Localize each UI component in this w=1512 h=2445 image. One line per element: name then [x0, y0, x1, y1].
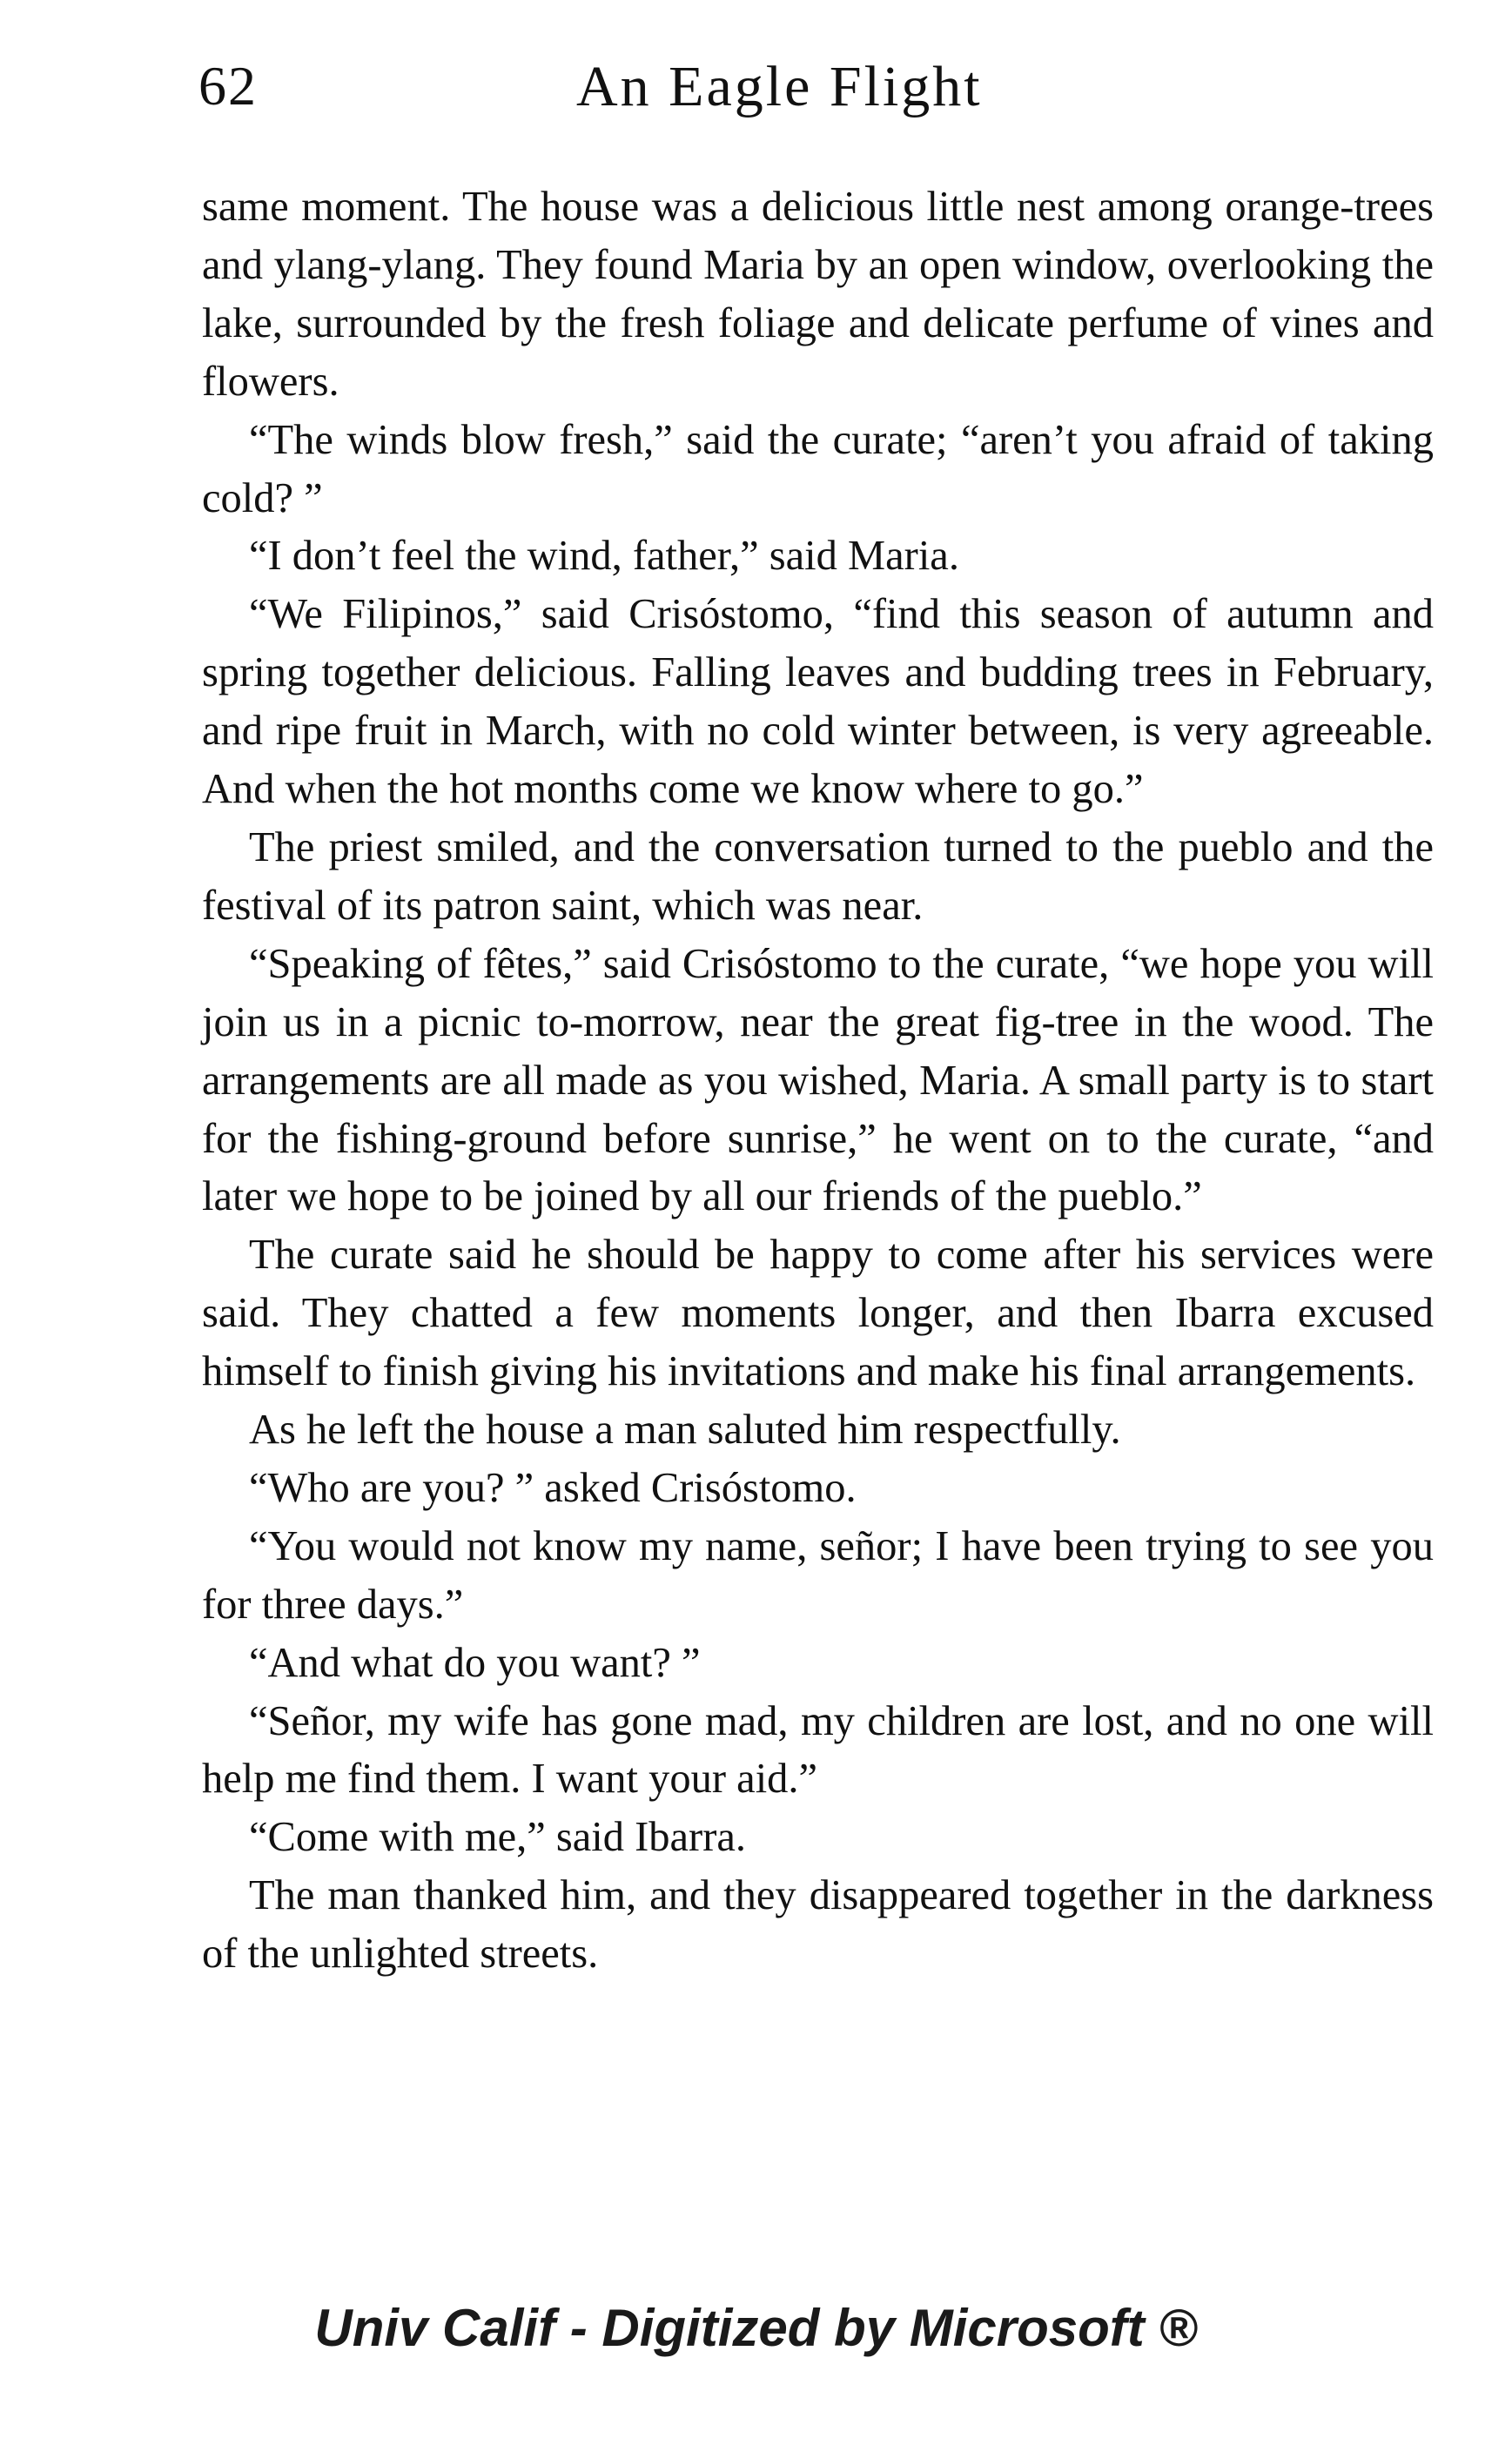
paragraph: “Who are you? ” asked Crisóstomo.	[249, 1464, 857, 1511]
paragraph: “Come with me,” said Ibarra.	[249, 1814, 747, 1861]
paragraph: same moment. The house was a delicious little nest among orange-trees and ylang-ylang. They found Maria by an open window, overlooking the lake, surrounded by the fresh foliage and delicate perfume of vines and flowers.	[202, 184, 1434, 405]
paragraph: The priest smiled, and the conversation turned to the pueblo and the festival of its patron saint, which was near.	[202, 823, 1434, 929]
paragraph: “The winds blow fresh,” said the curate; “aren’t you afraid of taking cold? ”	[202, 416, 1434, 521]
digitization-watermark: Univ Calif - Digitized by Microsoft ®	[314, 2299, 1198, 2357]
paragraph: “You would not know my name, señor; I have been trying to see you for three days.”	[202, 1522, 1434, 1628]
paragraph: The curate said he should be happy to come after his services were said. They chatted a few moments longer, and then Ibarra excused himself to finish giving his invitations and make his final arrangements.	[202, 1232, 1434, 1395]
paragraph: “We Filipinos,” said Crisóstomo, “find this season of autumn and spring together delicious. Falling leaves and budding trees in February, and ripe fruit in March, with no cold winter between, is very agreeable. And when the hot months come we know where to go.”	[202, 591, 1434, 813]
paragraph: “And what do you want? ”	[249, 1639, 701, 1686]
page-number: 62	[198, 55, 258, 117]
running-head: An Eagle Flight	[576, 55, 983, 118]
paragraph: The man thanked him, and they disappeared together in the darkness of the unlighted streets.	[202, 1872, 1434, 1978]
paragraph: As he left the house a man saluted him respectfully.	[249, 1407, 1121, 1454]
paragraph: “Señor, my wife has gone mad, my children are lost, and no one will help me find them. I want your aid.”	[202, 1697, 1434, 1803]
paragraph: “I don’t feel the wind, father,” said Maria.	[249, 533, 959, 580]
paragraph: “Speaking of fêtes,” said Crisóstomo to the curate, “we hope you will join us in a picnic to-morrow, near the great fig-tree in the wood. The arrangements are all made as you wished, Maria. A small party is to start for the fishing-ground before sunrise,” he went on to the curate, “and later we hope to be joined by all our friends of the pueblo.”	[202, 940, 1434, 1220]
body-text	[202, 178, 1434, 1984]
page-header	[198, 54, 1435, 132]
